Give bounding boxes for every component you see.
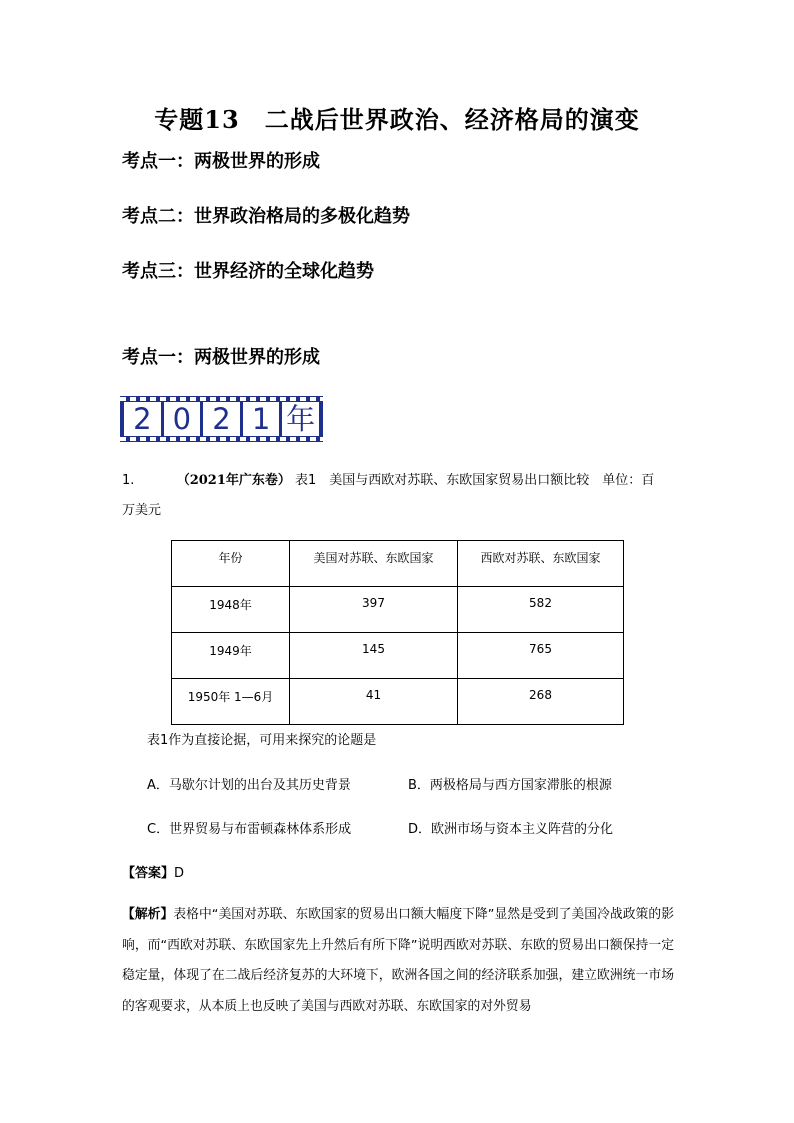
film-strip-bottom: [120, 437, 323, 441]
page-title: 专题13 二战后世界政治、经济格局的演变: [154, 105, 640, 134]
table-cell: 397: [290, 587, 458, 633]
table-header-row: [172, 541, 624, 587]
answer-label: 【答案】: [122, 866, 175, 881]
table-row: [172, 587, 624, 633]
key-point-3: 考点三：世界经济的全球化趋势: [122, 261, 374, 282]
answer-value: D: [174, 866, 185, 881]
analysis-paragraph: [122, 900, 674, 1022]
table-cell: 765: [458, 633, 624, 679]
key-point-1: 考点一：两极世界的形成: [122, 151, 320, 172]
table-cell: 582: [458, 587, 624, 633]
table-cell: 1949年: [172, 633, 290, 679]
table-header: 美国对苏联、东欧国家: [290, 541, 458, 587]
question-source: （2021年广东卷）: [176, 473, 291, 488]
table-cell: 41: [290, 679, 458, 725]
table-row: [172, 679, 624, 725]
table-cell: 1948年: [172, 587, 290, 633]
year-digit: 1: [243, 402, 280, 436]
year-banner: [120, 396, 323, 442]
question-number: 1.: [122, 473, 135, 488]
key-point-2: 考点二：世界政治格局的多极化趋势: [122, 206, 410, 227]
question-stem-line1: 表1 美国与西欧对苏联、东欧国家贸易出口额比较 单位：百: [295, 473, 655, 488]
option-b: B．两极格局与西方国家滞胀的根源: [408, 778, 612, 793]
year-digit: 2: [124, 402, 161, 436]
table-header: 西欧对苏联、东欧国家: [458, 541, 624, 587]
question-stem-line2: 万美元: [122, 503, 162, 518]
table-header: 年份: [172, 541, 290, 587]
year-digit: 0: [164, 402, 201, 436]
option-c: C．世界贸易与布雷顿森林体系形成: [147, 822, 352, 837]
section-heading: 考点一：两极世界的形成: [122, 347, 320, 368]
table-cell: 145: [290, 633, 458, 679]
table-cell: 268: [458, 679, 624, 725]
table-row: [172, 633, 624, 679]
year-suffix: 年: [282, 402, 319, 436]
answer: [122, 862, 184, 881]
table-cell: 1950年 1—6月: [172, 679, 290, 725]
year-digit: 2: [203, 402, 240, 436]
film-strip-top: [120, 397, 323, 401]
question-prompt: 表1作为直接论据，可用来探究的论题是: [147, 733, 377, 748]
analysis-label: 【解析】: [122, 907, 174, 922]
data-table: [171, 540, 624, 725]
option-d: D．欧洲市场与资本主义阵营的分化: [408, 822, 614, 837]
analysis-text: 表格中“美国对苏联、东欧国家的贸易出口额大幅度下降”显然是受到了美国冷战政策的影响，而“西欧对苏联、东欧国家先上升然后有所下降”说明西欧对苏联、东欧的贸易出口额保持一定稳定量，体现了在二战后经济复苏的大环境下，欧洲各国之间的经济联系加强，建立欧洲统一市场的客观要求，从本质上也反映了美国与西欧对苏联、东欧国家的对外贸易: [122, 907, 675, 1014]
question-stem: [122, 466, 682, 496]
option-a: A．马歇尔计划的出台及其历史背景: [147, 778, 351, 793]
